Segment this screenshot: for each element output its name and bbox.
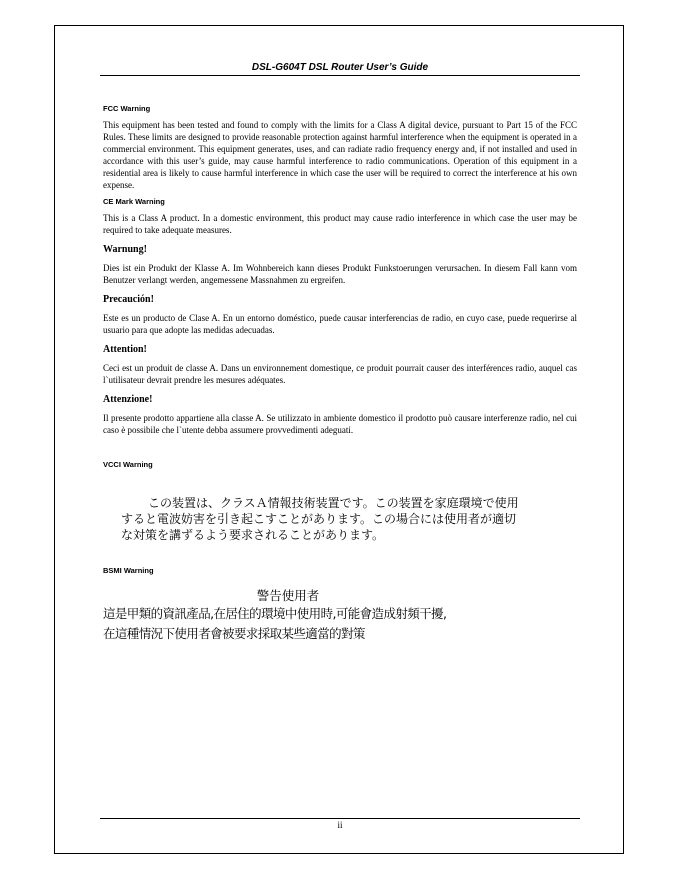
ce-text: This is a Class A product. In a domestic environment, this product may cause radio interference in which case the user may be required to take adequate measures. <box>103 213 577 235</box>
precaucion-heading: Precaución! <box>103 294 154 305</box>
header-rule <box>100 75 580 76</box>
vcci-line: この装置は、クラスＡ情報技術装置です。この装置を家庭環境で使用 <box>148 496 519 510</box>
header-title: DSL-G604T DSL Router User’s Guide <box>251 62 429 73</box>
vcci-text <box>121 495 563 543</box>
footer-rule <box>100 818 580 819</box>
bsmi-heading: BSMI Warning <box>103 566 154 575</box>
page-number: ii <box>337 820 343 830</box>
warnung-text: Dies ist ein Produkt der Klasse A. Im Wohnbereich kann dieses Produkt Funkstoerungen verursachen. In diesem Fall kann vom Benutzer verlangt werden, angemessene Massnahmen zu ergreifen. <box>103 263 577 285</box>
attention-text: Ceci est un produit de classe A. Dans un environnement domestique, ce produit pourrait causer des interférences radio, auquel cas l`utilisateur devrait prendre les mesures adéquates. <box>103 363 577 385</box>
bsmi-line: 在這種情況下使用者會被要求採取某些適當的對策 <box>103 626 365 641</box>
vcci-line: な対策を講ずるよう要求されることがあります。 <box>121 528 385 542</box>
attenzione-heading: Attenzione! <box>103 394 153 405</box>
attenzione-text: Il presente prodotto appartiene alla classe A. Se utilizzato in ambiente domestico il prodotto può causare interferenze radio, nel cui caso è possibile che l`utente debba assumere provvedimenti adeguati. <box>103 413 577 435</box>
fcc-heading: FCC Warning <box>103 104 151 113</box>
vcci-heading: VCCI Warning <box>103 460 153 469</box>
ce-heading: CE Mark Warning <box>103 197 165 206</box>
document-body <box>103 104 577 436</box>
bsmi-title: 警告使用者 <box>256 588 320 603</box>
vcci-line: すると電波妨害を引き起こすことがあります。この場合には使用者が適切 <box>121 512 517 526</box>
fcc-text: This equipment has been tested and found to comply with the limits for a Class A digital device, pursuant to Part 15 of the FCC Rules. These limits are designed to provide reasonable protection against harmful interference when the equipment is operated in a commercial environment. This equipment generates, uses, and can radiate radio frequency energy and, if not installed and used in accordance with this user’s guide, may cause harmful interference to radio communications. Operation of this equipment in a residential area is likely to cause harmful interference in which case the user will be required to correct the interference at his own expense. <box>103 120 577 190</box>
precaucion-text: Este es un producto de Clase A. En un entorno doméstico, puede causar interferencias de radio, en cuyo case, puede requerirse al usuario para que adopte las medidas adecuadas. <box>103 313 577 335</box>
attention-heading: Attention! <box>103 344 147 355</box>
bsmi-line: 這是甲類的資訊產品,在居住的環境中使用時,可能會造成射頻干擾, <box>103 606 447 621</box>
warnung-heading: Warnung! <box>103 244 147 255</box>
